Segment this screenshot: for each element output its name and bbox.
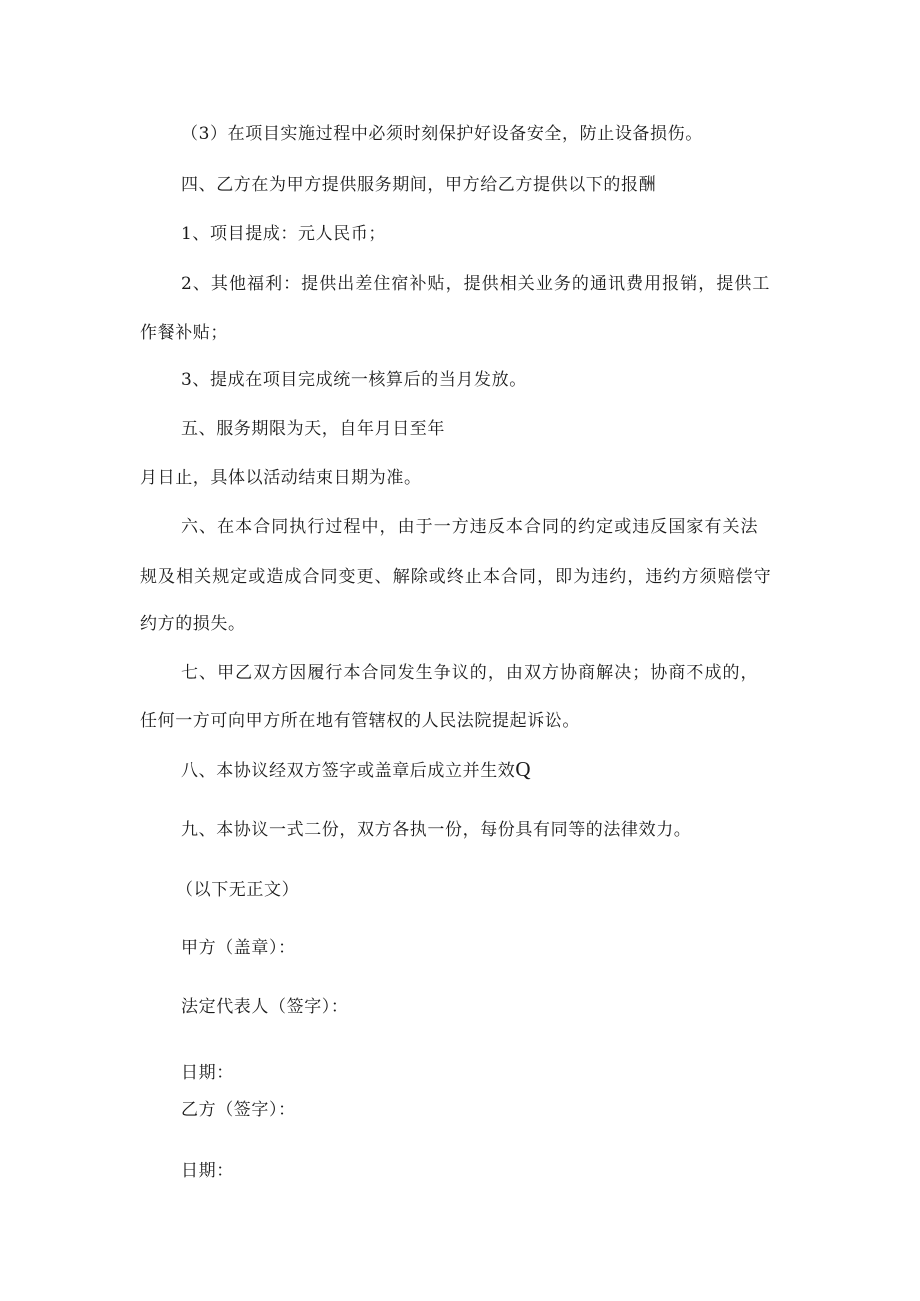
clause-5-line-1: 五、服务期限为天，自年月日至年: [181, 419, 445, 439]
clause-8-q-mark: Q: [515, 757, 531, 781]
no-more-text-note: （以下无正文）: [176, 880, 300, 900]
party-b-date-label: 日期：: [181, 1161, 234, 1181]
clause-5-line-2: 月日止，具体以活动结束日期为准。: [140, 468, 422, 488]
clause-4-item-1: 1、项目提成：元人民币；: [181, 224, 387, 244]
clause-4-item-3: 3、提成在项目完成统一核算后的当月发放。: [181, 370, 527, 390]
clause-6-line-1: 六、在本合同执行过程中，由于一方违反本合同的约定或违反国家有关法: [181, 517, 759, 537]
clause-4-item-2-line-1: 2、其他福利：提供出差住宿补贴，提供相关业务的通讯费用报销，提供工: [181, 274, 771, 294]
clause-7-line-2: 任何一方可向甲方所在地有管辖权的人民法院提起诉讼。: [140, 711, 580, 731]
clause-7-line-1: 七、甲乙双方因履行本合同发生争议的，由双方协商解决；协商不成的，: [181, 663, 759, 683]
clause-6-line-2: 规及相关规定或造成合同变更、解除或终止本合同，即为违约，违约方须赔偿守: [140, 567, 772, 587]
clause-4-item-2-line-2: 作餐补贴；: [140, 323, 228, 343]
clause-9-line: 九、本协议一式二份，双方各执一份，每份具有同等的法律效力。: [181, 820, 692, 840]
clause-3-3-line: （3）在项目实施过程中必须时刻保护好设备安全，防止设备损伤。: [181, 124, 703, 144]
clause-8-line: [181, 759, 531, 781]
party-a-seal-label: 甲方（盖章）：: [181, 938, 296, 958]
party-b-signature-label: 乙方（签字）：: [181, 1100, 296, 1120]
clause-8-text: 八、本协议经双方签字或盖章后成立并生效: [181, 761, 516, 781]
legal-representative-label: 法定代表人（签字）：: [181, 997, 349, 1017]
clause-4-heading: 四、乙方在为甲方提供服务期间，甲方给乙方提供以下的报酬: [181, 175, 657, 195]
party-a-date-label: 日期：: [181, 1063, 234, 1083]
clause-6-line-3: 约方的损失。: [140, 614, 246, 634]
